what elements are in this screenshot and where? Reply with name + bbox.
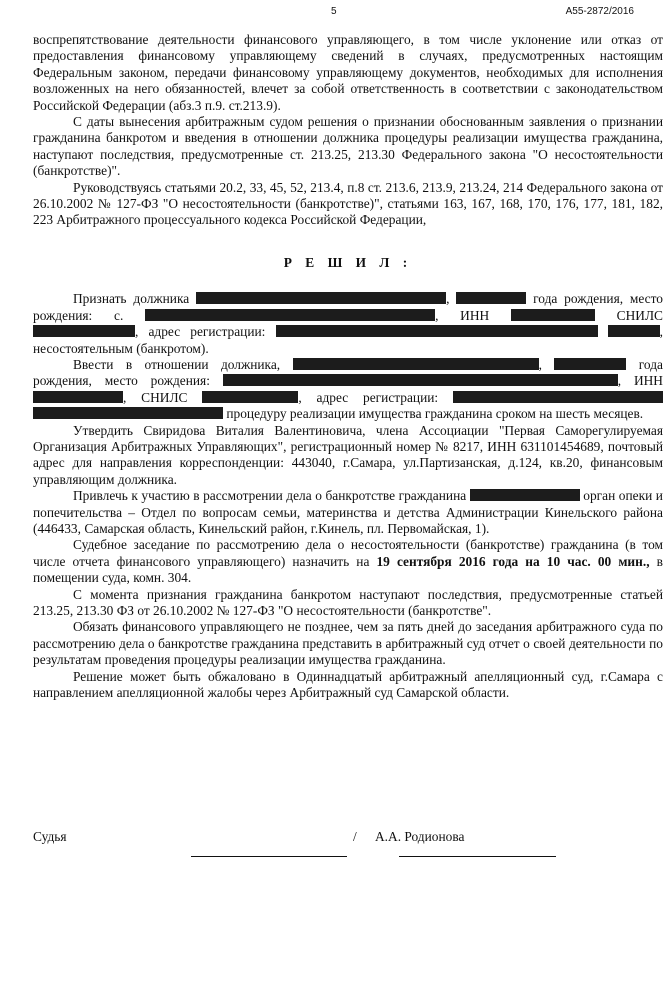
redaction-block [223, 374, 618, 386]
redaction-block [33, 391, 123, 403]
text-fragment: СНИЛС [616, 307, 663, 323]
redaction-block [453, 391, 663, 403]
text-fragment: Судебное заседание по рассмотрению дела о несостоятельности (банкротстве) гражданина (в том числе отчета финансового управляющего) назначить на [33, 537, 663, 569]
redaction-block [145, 309, 435, 321]
redaction-block [33, 407, 223, 419]
text-fragment: , несостоятельным (банкротом). [33, 324, 663, 356]
page-number: 5 [331, 6, 337, 17]
text-fragment: , ИНН [435, 307, 490, 323]
signature-block [33, 829, 663, 889]
text-fragment: , адрес регистрации: [298, 389, 439, 405]
redaction-block [202, 391, 298, 403]
signature-separator: / [353, 829, 357, 844]
paragraph-obstruction: воспрепятствование деятельности финансового управляющего, в том числе уклонение или отказ от предоставления финансовому управляющему сведений в случаях, предусмотренных настоящим Федеральным законом, передачи финансовому управляющему документов, необходимых для исполнения возложенных на него обязанностей, влечет за собой ответственность в соответствии с законодательством Российской Федерации (абз.3 п.9. ст.213.9). [33, 32, 663, 113]
document-body [33, 32, 663, 701]
redaction-block [196, 292, 446, 304]
redaction-block [456, 292, 526, 304]
text-fragment: в помещении суда, комн. 304. [33, 553, 663, 586]
decision-introduce-procedure: Ввести в отношении должника, , года рождения, место рождения: , ИНН , СНИЛС , адрес регистрации: процедуру реализации имущества гражданина сроком на шесть месяцев. [33, 356, 663, 422]
redaction-block [554, 358, 626, 370]
paragraph-legal-basis: Руководствуясь статьями 20.2, 33, 45, 52, 213.4, п.8 ст. 213.6, 213.9, 213.24, 214 Федерального закона от 26.10.2002 № 127-ФЗ "О несостоятельности (банкротстве)", статьями 163, 167, 168, 170, 176, 177, 181, 182, 223 Арбитражного процессуального кодекса Российской Федерации, [33, 179, 663, 228]
decision-involve-guardianship [33, 488, 663, 537]
text-fragment: процедуру реализации имущества гражданина сроком на шесть месяцев. [226, 406, 644, 422]
judge-label: Судья [33, 829, 67, 844]
case-number: А55-2872/2016 [565, 6, 634, 17]
text-fragment: , ИНН [617, 373, 663, 389]
redaction-block [511, 309, 595, 321]
signature-line [191, 856, 347, 857]
decision-hearing-date [33, 537, 663, 586]
hearing-date: 19 сентября 2016 года на 10 час. 00 мин., [376, 553, 650, 569]
text-fragment: года рождения, место рождения: с. [33, 291, 663, 323]
text-fragment: , СНИЛС [123, 389, 188, 405]
text-fragment: , адрес регистрации: [135, 324, 266, 340]
decision-obligate-manager: Обязать финансового управляющего не позднее, чем за пять дней до заседания арбитражного суда по рассмотрению дела о банкротстве гражданина представить в арбитражный суд отчет о своей деятельности по результатам проведения процедуры реализации имущества гражданина. [33, 619, 663, 668]
redaction-block [608, 325, 660, 337]
text-fragment: Ввести в отношении должника, [73, 356, 281, 372]
redaction-block [33, 325, 135, 337]
text-fragment: Привлечь к участию в рассмотрении дела о банкротстве гражданина [73, 488, 467, 504]
decision-appeal: Решение может быть обжаловано в Одиннадцатый арбитражный апелляционный суд, г.Самара с направлением апелляционной жалобы через Арбитражный суд Самарской области. [33, 668, 663, 701]
paragraph-consequences: С даты вынесения арбитражным судом решения о признании обоснованным заявления о признании гражданина банкротом и введения в отношении должника процедуры реализации имущества гражданина, наступают последствия, предусмотренные ст. 213.25, 213.30 Федерального закона "О несостоятельности (банкротстве)". [33, 114, 663, 179]
redaction-block [293, 358, 539, 370]
redaction-block [276, 325, 598, 337]
decision-declare-bankrupt: Признать должника , года рождения, место рождения: с. , ИНН СНИЛС , адрес регистрации: , несостоятельным (банкротом). [33, 291, 663, 356]
judge-name: А.А. Родионова [375, 829, 465, 844]
name-line [399, 856, 556, 857]
text-fragment: орган опеки и попечительства – Отдел по вопросам семьи, материнства и детства Администрации Кинельского района (446433, Самарская область, Кинельский район, г.Кинель, пл. Первомайская, 1). [33, 488, 663, 536]
redaction-block [470, 489, 580, 501]
text-fragment: Признать должника [73, 291, 190, 307]
decision-consequences: С момента признания гражданина банкротом наступают последствия, предусмотренные статьей 213.25, 213.30 ФЗ от 26.10.2002 № 127-ФЗ "О несостоятельности (банкротстве". [33, 586, 663, 618]
decision-heading: Р Е Ш И Л : [283, 254, 413, 270]
text-fragment: года рождения, место рождения: [33, 356, 663, 389]
decision-appoint-manager: Утвердить Свиридова Виталия Валентиновича, члена Ассоциации "Первая Саморегулируемая Организация Арбитражных Управляющих", регистрационный номер № 8217, ИНН 631101454689, почтовый адрес для направления корреспонденции: 443040, г.Самара, ул.Партизанская, д.124, кв.20, финансовым управляющим должника. [33, 422, 663, 487]
